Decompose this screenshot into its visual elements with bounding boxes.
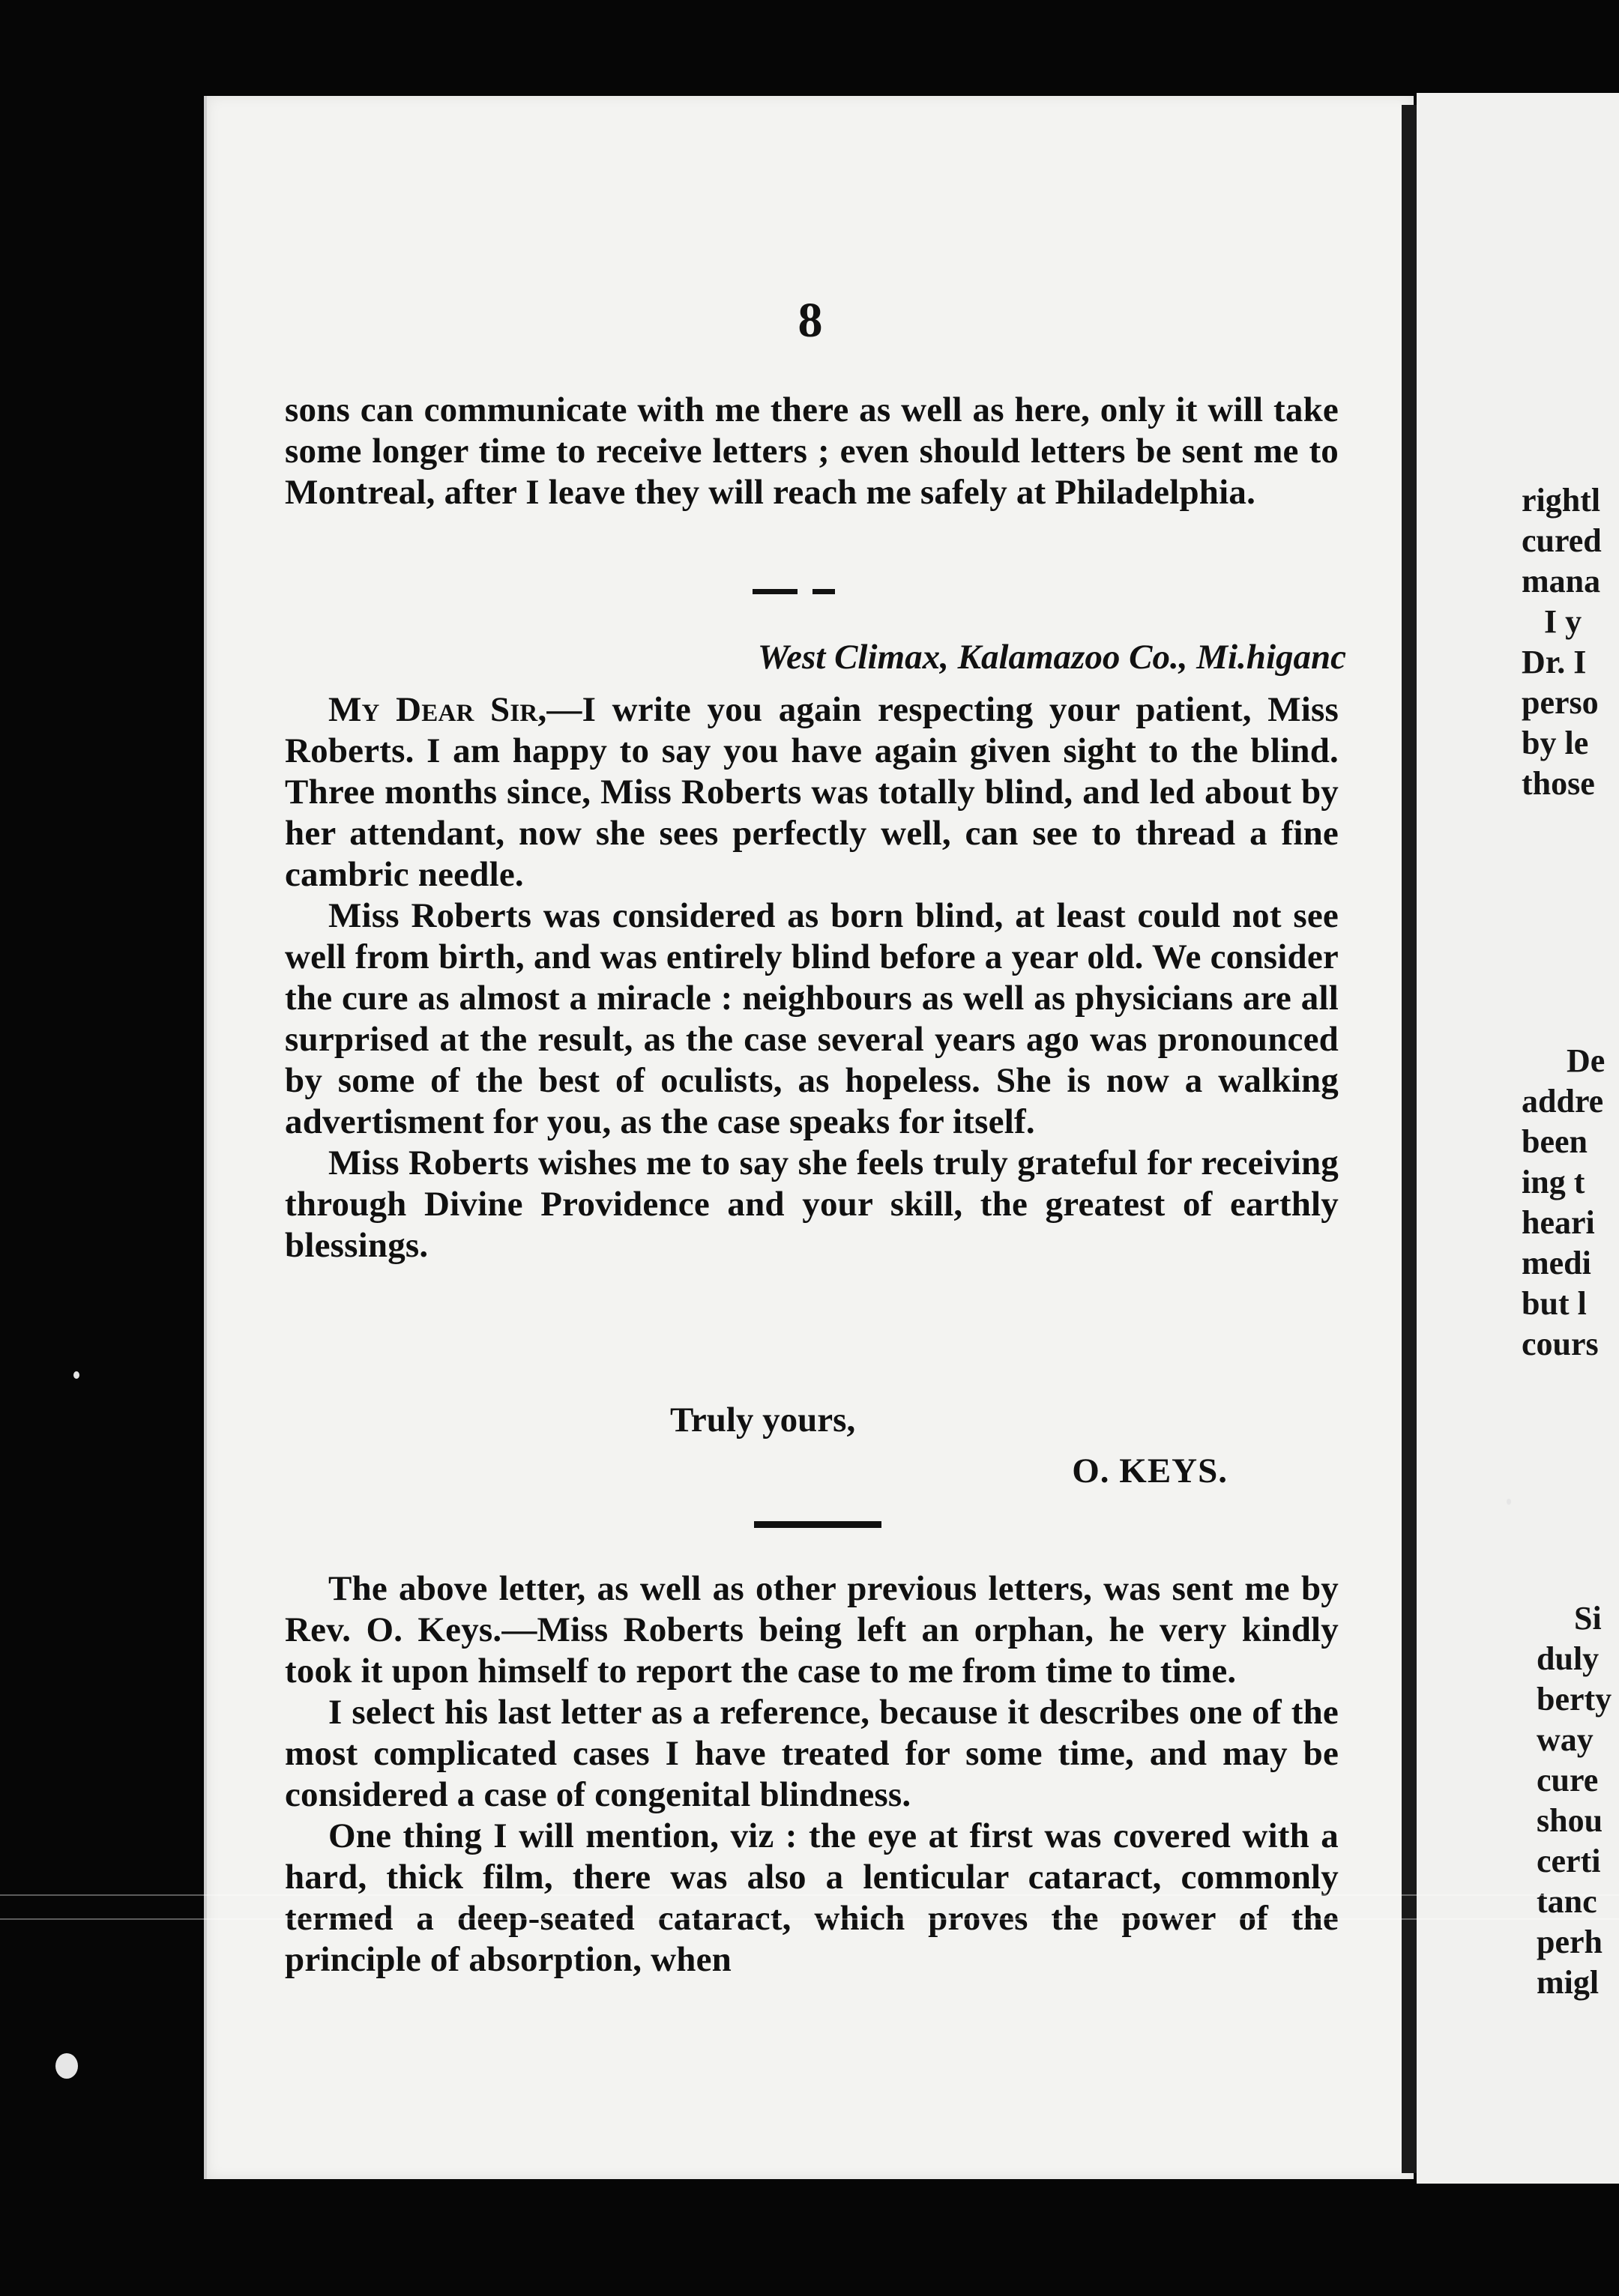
page-gutter bbox=[1402, 105, 1417, 2173]
next-page-line: perh bbox=[1537, 1924, 1603, 1960]
next-page-line: by le bbox=[1522, 725, 1589, 761]
next-page-line: cured bbox=[1522, 522, 1602, 559]
scan-speck bbox=[1507, 1499, 1511, 1505]
book-page-right-partial bbox=[1417, 93, 1619, 2184]
letter-location: West Climax, Kalamazoo Co., Mi.higanc bbox=[757, 638, 1346, 677]
next-page-line: berty bbox=[1537, 1681, 1612, 1718]
commentary-paragraph-2: I select his last letter as a reference, because it describes one of the most complicated cases I have treated for some time, and may be considered a case of congenital blindness. bbox=[285, 1693, 1339, 1814]
next-page-line: medi bbox=[1522, 1245, 1591, 1281]
next-page-line: heari bbox=[1522, 1204, 1595, 1241]
next-page-line: mana bbox=[1522, 563, 1601, 599]
next-page-line: cure bbox=[1537, 1762, 1599, 1798]
letter-paragraph-1-text: —I write you again respecting your patient, Miss Roberts. I am happy to say you have again given sight to the blind. Three months since, Miss Roberts was totally blind, and led about by her attendant, now she sees perfectly well, can see to thread a fine cambric needle. bbox=[285, 690, 1339, 894]
next-page-line: migl bbox=[1537, 1964, 1600, 2001]
next-page-line: cours bbox=[1522, 1326, 1599, 1362]
section-divider-short-2 bbox=[812, 589, 835, 594]
commentary-paragraph-3: One thing I will mention, viz : the eye at first was covered with a hard, thick film, there was also a lenticular cataract, commonly termed a deep-seated cataract, which proves the power of the principle of absorption, when bbox=[285, 1816, 1339, 1979]
scan-line-artifact bbox=[0, 1918, 1619, 1920]
next-page-line: perso bbox=[1522, 684, 1599, 721]
next-page-line: De bbox=[1567, 1042, 1606, 1079]
letter-signature: O. KEYS. bbox=[1072, 1451, 1228, 1490]
next-page-line: duly bbox=[1537, 1640, 1600, 1677]
letter-body bbox=[285, 689, 1339, 1266]
page-number: 8 bbox=[798, 293, 823, 348]
next-page-line: been bbox=[1522, 1123, 1588, 1160]
letter-paragraph-1 bbox=[285, 689, 1339, 895]
letter-salutation: My Dear Sir, bbox=[328, 690, 547, 729]
section-divider-long bbox=[754, 1521, 881, 1528]
commentary-paragraph-1: The above letter, as well as other previous letters, was sent me by Rev. O. Keys.—Miss Roberts being left an orphan, he very kindly took it upon himself to report the case to me from time to time. bbox=[285, 1569, 1339, 1691]
next-page-line: rightl bbox=[1522, 482, 1601, 519]
next-page-line: those bbox=[1522, 765, 1595, 802]
book-page-left bbox=[204, 96, 1414, 2179]
next-page-line: addre bbox=[1522, 1083, 1604, 1120]
next-page-line: Dr. I bbox=[1522, 644, 1587, 680]
next-page-line: way bbox=[1537, 1721, 1594, 1758]
letter-paragraph-3: Miss Roberts wishes me to say she feels truly grateful for receiving through Divine Providence and your skill, the greatest of earthly blessings. bbox=[285, 1144, 1339, 1265]
next-page-line: ing t bbox=[1522, 1164, 1585, 1200]
section-divider-short bbox=[753, 589, 798, 594]
scan-speck bbox=[73, 1371, 79, 1379]
scan-line-artifact bbox=[0, 1894, 1619, 1896]
letter-paragraph-2: Miss Roberts was considered as born blind, at least could not see well from birth, and was entirely blind before a year old. We consider the cure as almost a miracle : neighbours as well as physicians are all surprised at the result, as the case several years ago was pronounced by some of the best of oculists, as hopeless. She is now a walking advertisment for you, as the case speaks for itself. bbox=[285, 896, 1339, 1141]
next-page-line: certi bbox=[1537, 1843, 1601, 1879]
letter-closing: Truly yours, bbox=[670, 1401, 856, 1439]
next-page-line: I y bbox=[1544, 603, 1582, 640]
next-page-line: shou bbox=[1537, 1802, 1603, 1839]
next-page-line: tanc bbox=[1537, 1883, 1597, 1920]
opening-text: sons can communicate with me there as well as here, only it will take some longer time to receive letters ; even should letters be sent me to Montreal, after I leave they will reach me safely at Philadelphia. bbox=[285, 390, 1339, 512]
next-page-line: but l bbox=[1522, 1285, 1587, 1322]
next-page-line: Si bbox=[1574, 1600, 1602, 1637]
opening-paragraph bbox=[285, 390, 1339, 513]
scan-speck bbox=[55, 2053, 78, 2079]
